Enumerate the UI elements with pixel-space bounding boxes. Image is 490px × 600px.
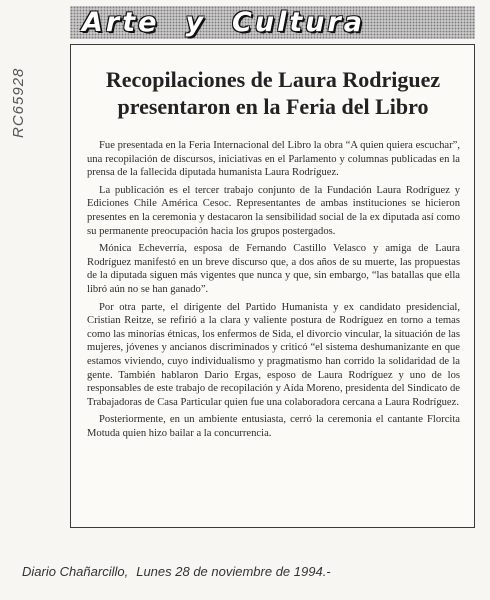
source-citation [22,564,331,579]
article-paragraph: Fue presentada en la Feria Internacional del Libro la obra “A quien quiera escuchar”, una recopilación de discursos, iniciativas en el Parlamento y columnas publicadas en la prensa de la fallecida diputada humanista Laura Rodríguez. [87,140,460,179]
section-header-word-arte: Arte [82,7,160,38]
article-paragraph: La publicación es el tercer trabajo conjunto de la Fundación Laura Rodríguez y Ediciones Chile América Cesoc. Representantes de ambas instituciones se hicieron presentes en la ceremonia y destacaron la sensibilidad social de la ex diputada así como su permanente preocupación hacia los grupos postergados. [87,184,460,237]
source-date: Lunes 28 de noviembre de 1994.- [136,564,331,579]
section-header-title [82,5,365,41]
article-paragraph: Mónica Echeverría, esposa de Fernando Castillo Velasco y amiga de Laura Rodríguez manifestó en un breve discurso que, a dos años de su muerte, las propuestas de la diputada siguen más vigentes que nunca y que, sin embargo, “las batallas que ella libró aún no se han ganado”. [87,243,460,295]
archive-stamp-text: RC65928 [10,67,27,138]
headline-line-2: presentaron en la Feria del Libro [117,94,429,119]
article-headline [78,66,468,120]
section-header-word-y: y [185,7,207,38]
source-newspaper: Diario Chañarcillo, [22,564,129,579]
article-paragraph: Posteriormente, en un ambiente entusiasta, cerró la ceremonia el cantante Florcita Motuda quien hizo bailar a la concurrencia. [87,414,460,439]
article-body [87,139,460,440]
article-paragraph: Por otra parte, el dirigente del Partido Humanista y ex candidato presidencial, Cristian Reitze, se refirió a la clara y valiente postura de Rodríguez en torno a temas como las minorías étnicas, los enfermos de Sida, el divorcio vincular, la situación de las mujeres, jóvenes y ancianos discriminados y criticó “el sistema deshumanizante en que estamos viviendo, cuyo individualismo y pragmatismo han corrido la solidaridad de la gente. También hablaron Dario Ergas, esposo de Laura Rodríguez y uno de los responsables de este trabajo de recopilación y Aída Moreno, presidenta del Sindicato de Trabajadoras de Casa Particular quien fue una colaboradora cercana a Laura Rodríguez. [87,301,460,408]
headline-line-1: Recopilaciones de Laura Rodriguez [105,67,441,92]
section-header-word-cultura: Cultura [232,7,366,38]
